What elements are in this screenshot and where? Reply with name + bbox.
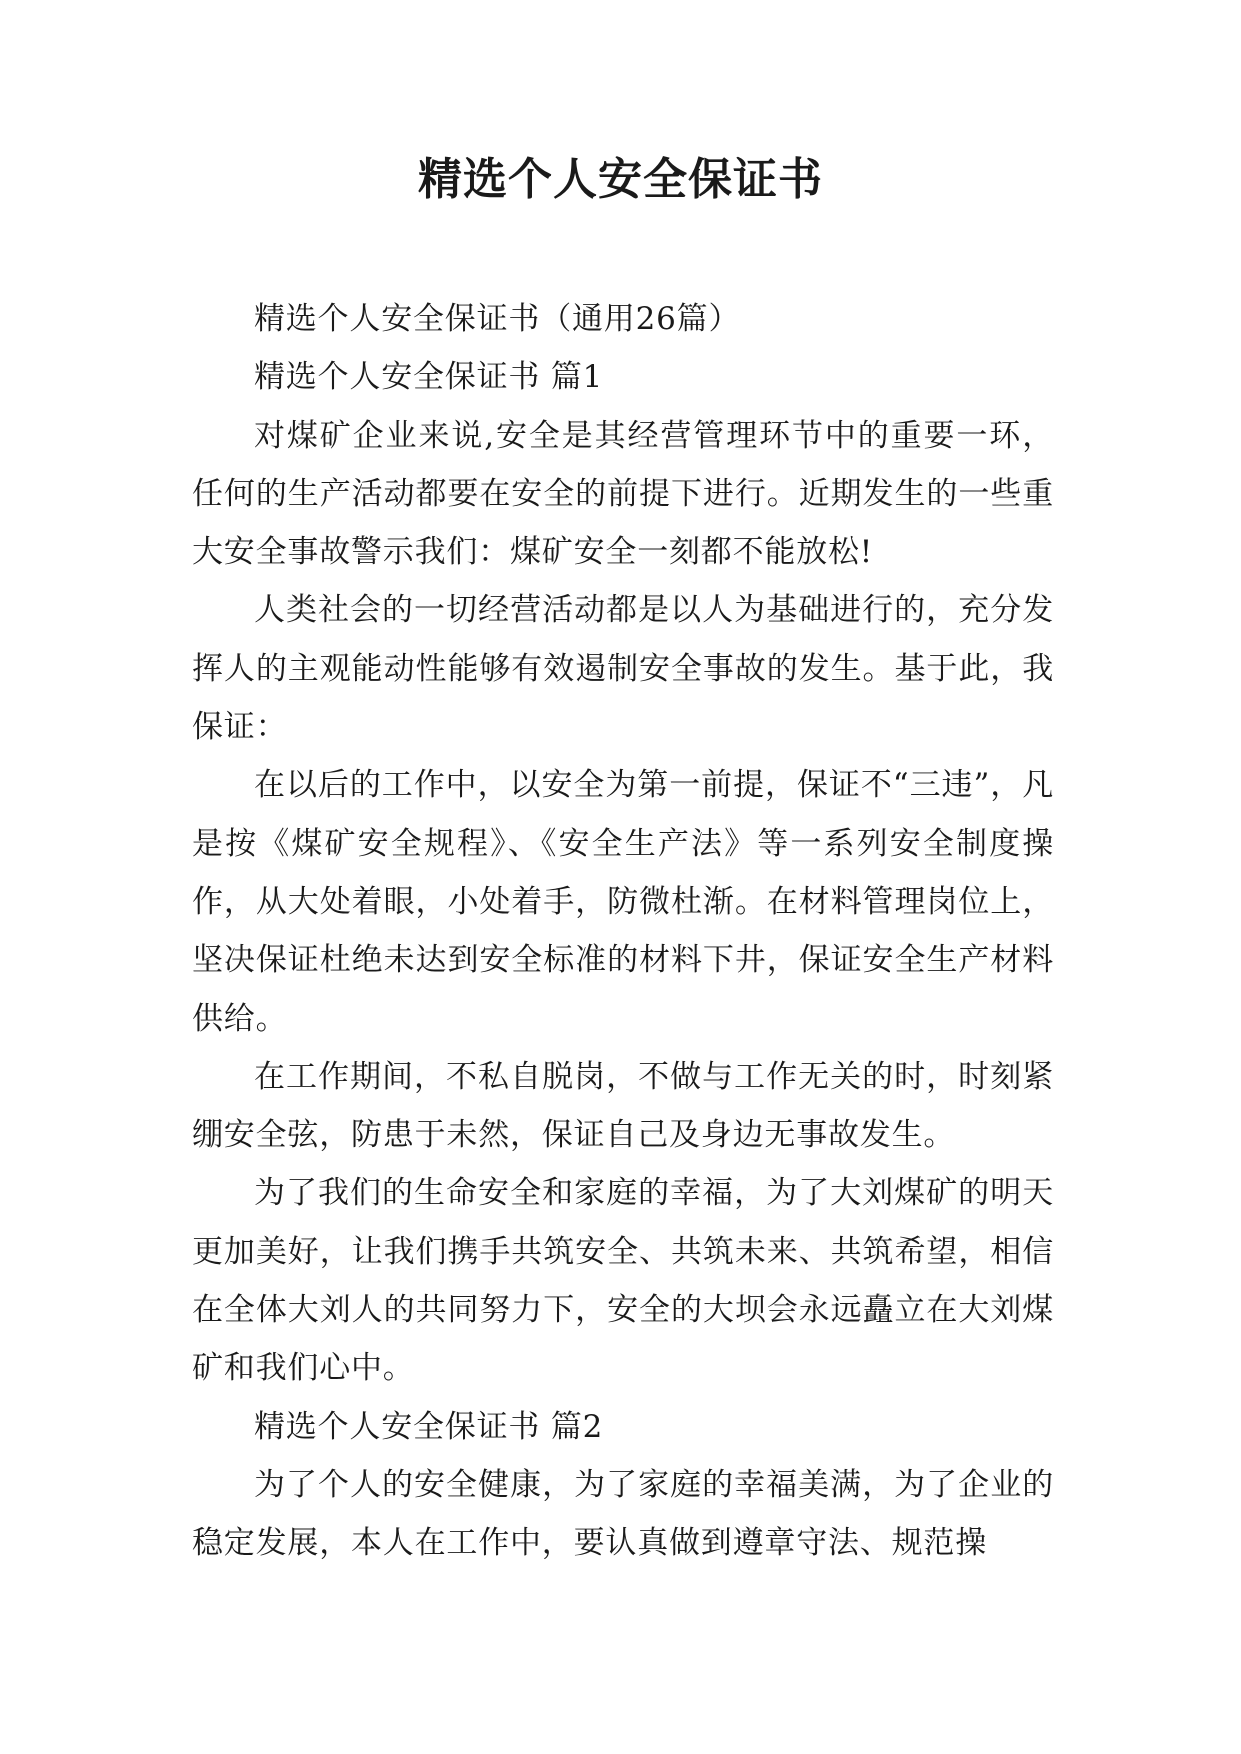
- paragraph: 为了个人的安全健康，为了家庭的幸福美满，为了企业的稳定发展，本人在工作中，要认真做到遵章守法、规范操: [192, 1466, 1054, 1562]
- paragraph: 在以后的工作中，以安全为第一前提，保证不“三违”，凡是按《煤矿安全规程》、《安全生产法》等一系列安全制度操作，从大处着眼，小处着手，防微杜渐。在材料管理岗位上，坚决保证杜绝未达到安全标准的材料下井，保证安全生产材料供给。: [192, 767, 1054, 1037]
- paragraph: 人类社会的一切经营活动都是以人为基础进行的，充分发挥人的主观能动性能够有效遏制安全事故的发生。基于此，我保证：: [192, 592, 1054, 746]
- section-heading-1: 精选个人安全保证书 篇1: [254, 359, 604, 396]
- paragraph: 为了我们的生命安全和家庭的幸福，为了大刘煤矿的明天更加美好，让我们携手共筑安全、共筑未来、共筑希望，相信在全体大刘人的共同努力下，安全的大坝会永远矗立在大刘煤矿和我们心中。: [192, 1175, 1054, 1387]
- document-title: 精选个人安全保证书: [418, 154, 823, 205]
- document-body: [192, 290, 1054, 1573]
- paragraph-subtitle: 精选个人安全保证书（通用26篇）: [254, 301, 741, 337]
- paragraph: 在工作期间，不私自脱岗，不做与工作无关的时，时刻紧绷安全弦，防患于未然，保证自己及身边无事故发生。: [192, 1058, 1054, 1154]
- paragraph: 对煤矿企业来说,安全是其经营管理环节中的重要一环，任何的生产活动都要在安全的前提下进行。近期发生的一些重大安全事故警示我们：煤矿安全一刻都不能放松!: [192, 417, 1054, 571]
- section-heading-2: 精选个人安全保证书 篇2: [254, 1408, 604, 1445]
